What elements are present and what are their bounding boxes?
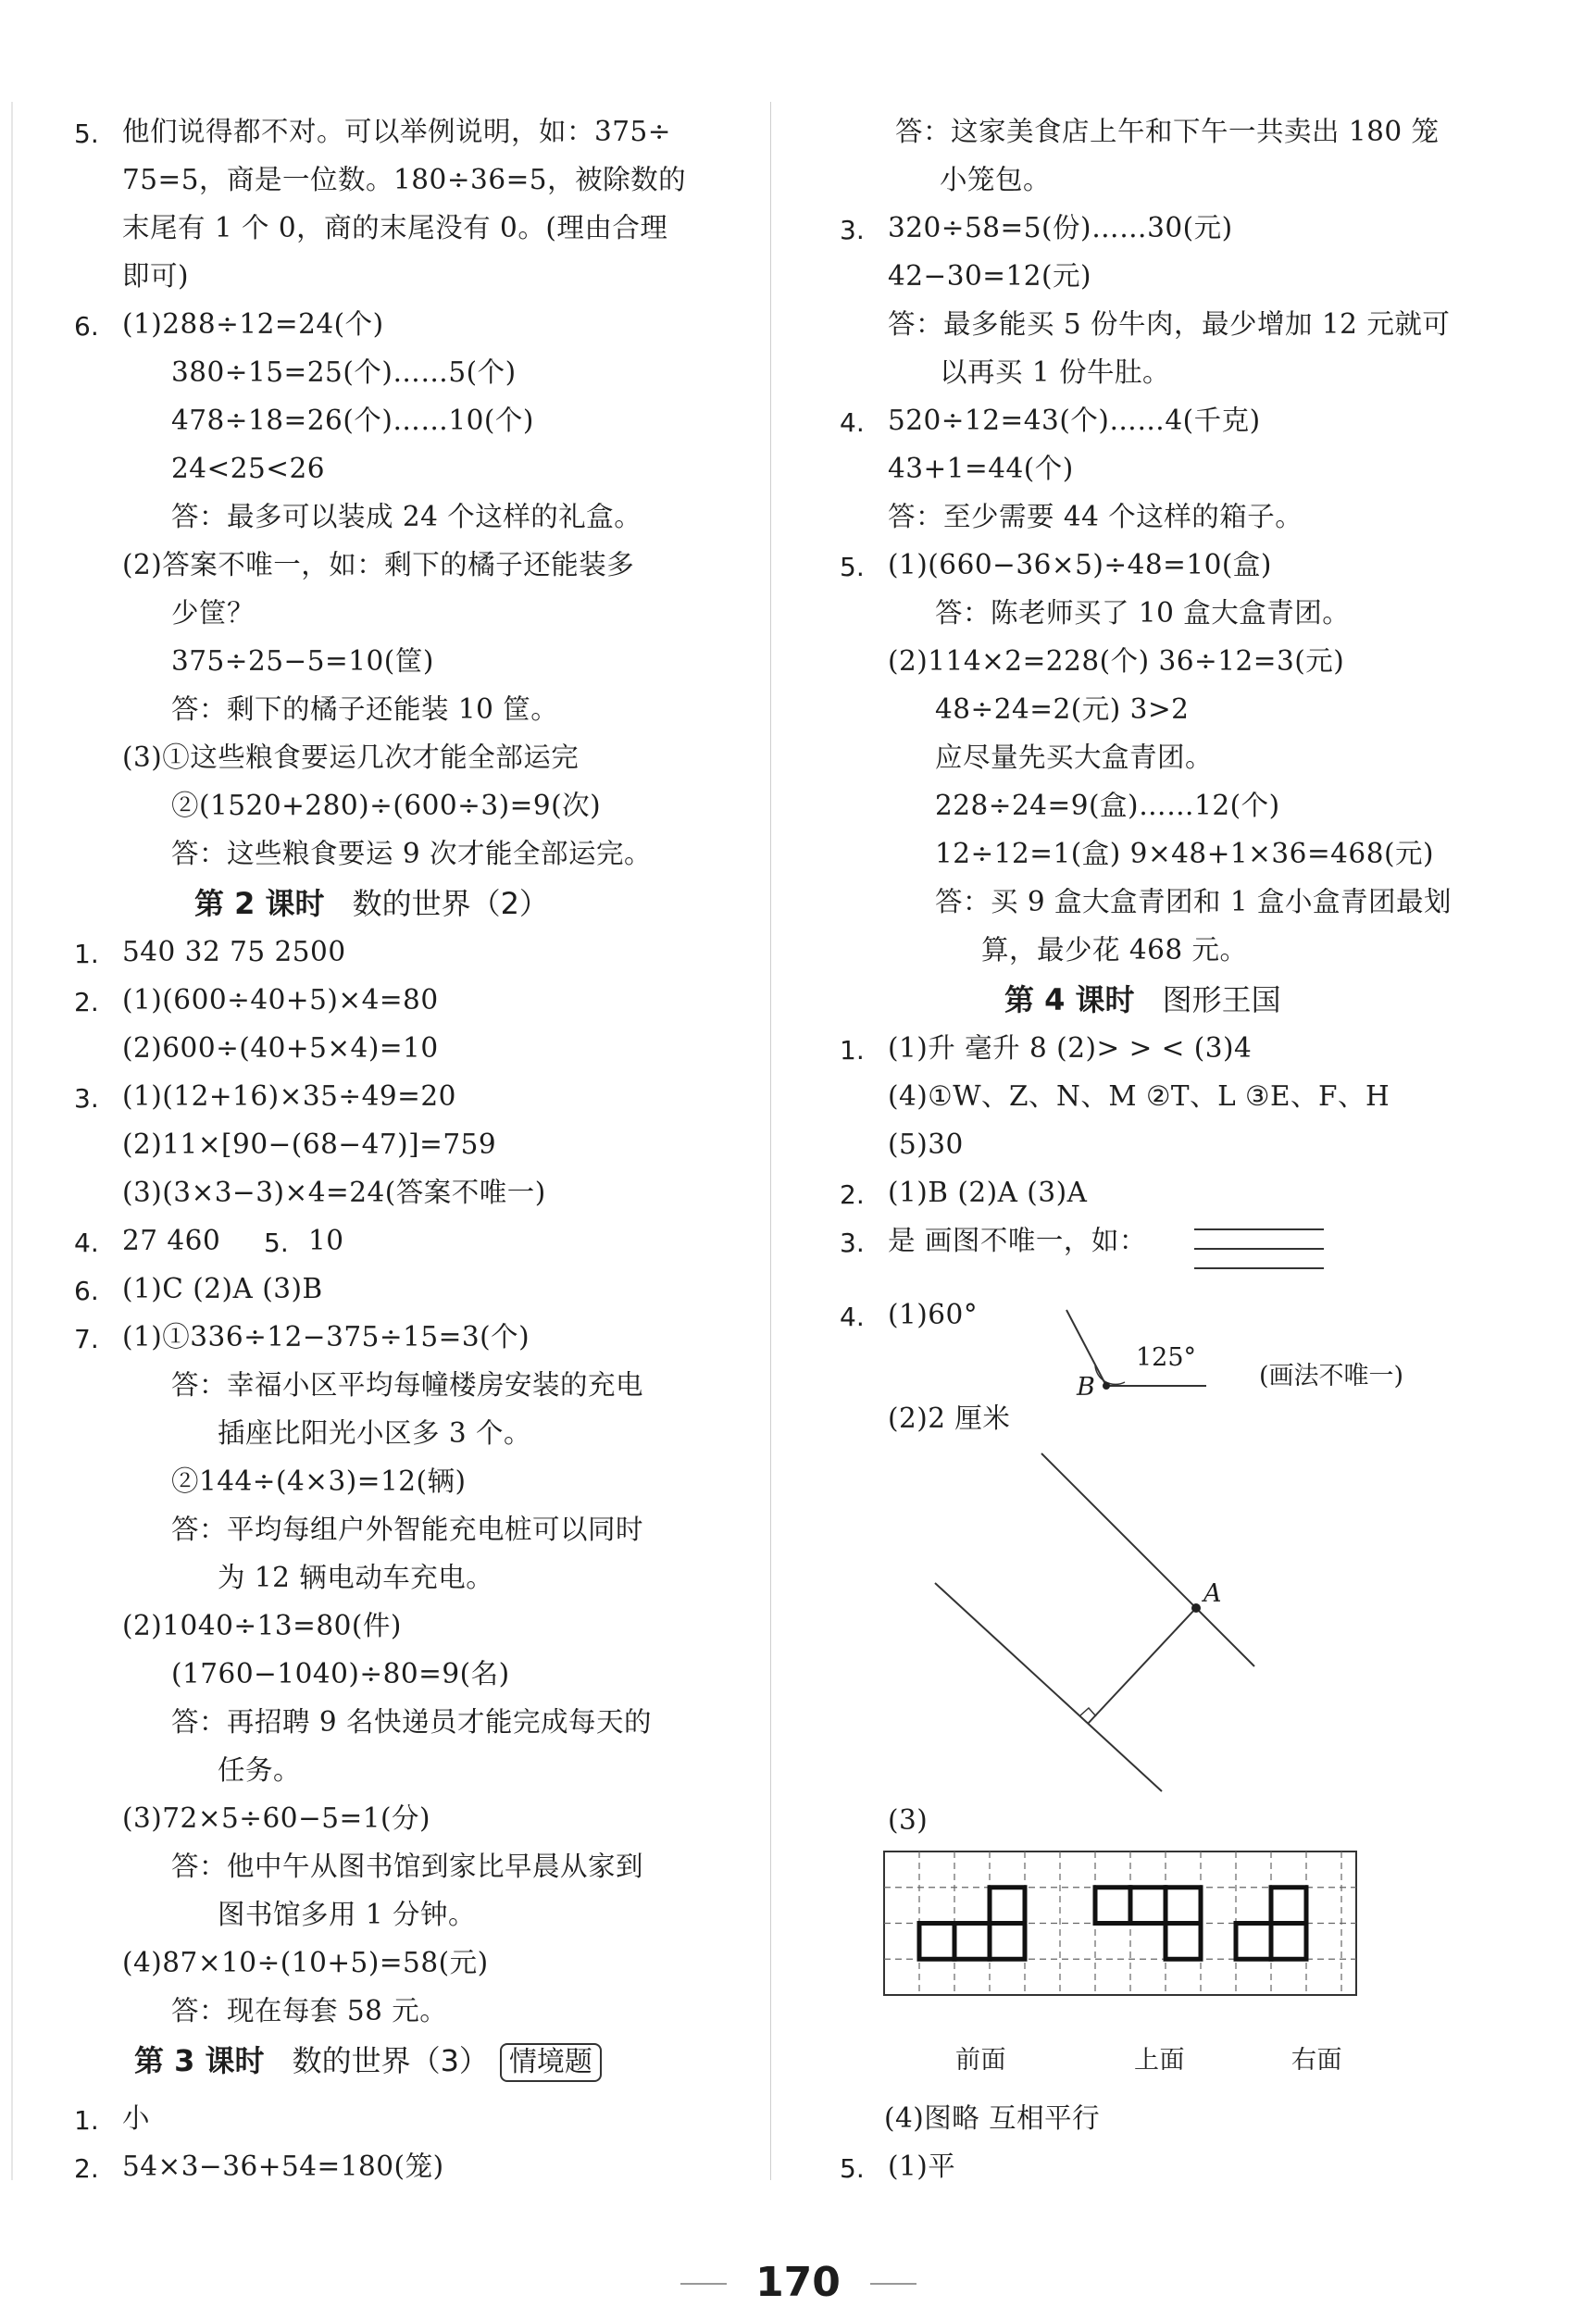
answer-line: ②(1520+280)÷(600÷3)=9(次) xyxy=(171,790,602,821)
answer-line: 答：他中午从图书馆到家比早晨从家到 xyxy=(171,1851,644,1882)
answer-line: 380÷15=25(个)……5(个) xyxy=(171,356,517,388)
answer-line: 为 12 辆电动车充电。 xyxy=(218,1562,494,1593)
answer-line: 答：平均每组户外智能充电桩可以同时 xyxy=(171,1514,644,1545)
answer-line: (3)72×5÷60−5=1(分) xyxy=(122,1802,431,1834)
answer-line: 42−30=12(元) xyxy=(888,260,1092,292)
answer-line: 54×3−36+54=180(笼) xyxy=(122,2151,444,2182)
answer-line: 算，最少花 468 元。 xyxy=(981,934,1248,966)
answer-line: 43+1=44(个) xyxy=(888,453,1074,484)
answer-line: (1)B (2)A (3)A xyxy=(888,1177,1088,1208)
item-number: 6. xyxy=(74,1276,99,1306)
answer-line: 小笼包。 xyxy=(940,164,1052,195)
parallel-lines-figure xyxy=(1194,1227,1328,1273)
answer-line: (1)C (2)A (3)B xyxy=(122,1273,323,1304)
angle-vertex-label: B xyxy=(1077,1373,1095,1402)
answer-line: (2)1040÷13=80(件) xyxy=(122,1610,402,1641)
item-number: 5. xyxy=(74,118,99,149)
item-number: 3. xyxy=(840,1228,865,1258)
answer-line: 应尽量先买大盒青团。 xyxy=(935,742,1214,773)
item-number: 3. xyxy=(840,215,865,245)
answer-line: (4)87×10÷(10+5)=58(元) xyxy=(122,1947,489,1978)
footer-dash-right xyxy=(870,2283,916,2285)
answer-line: 他们说得都不对。可以举例说明，如：375÷ xyxy=(122,116,672,147)
answer-line: 少筐？ xyxy=(171,597,256,629)
section-label: 第 2 课时 xyxy=(194,886,325,921)
answer-line: 12÷12=1(盒) 9×48+1×36=468(元) xyxy=(935,838,1434,869)
view-label-top: 上面 xyxy=(1134,2046,1185,2075)
answer-line: 即可) xyxy=(122,260,190,292)
answer-line: (2)114×2=228(个) 36÷12=3(元) xyxy=(888,645,1345,677)
answer-line: (1)(600÷40+5)×4=80 xyxy=(122,984,439,1016)
answer-line: 答：剩下的橘子还能装 10 筐。 xyxy=(171,693,559,725)
item-number: 5. xyxy=(840,2153,865,2184)
answer-line: 24<25<26 xyxy=(171,453,326,484)
answer-line: (4)①W、Z、N、M ②T、L ③E、F、H xyxy=(888,1080,1390,1112)
view-label-front: 前面 xyxy=(955,2046,1006,2075)
item-number: 1. xyxy=(74,939,99,969)
answer-line: 答：这些粮食要运 9 次才能全部运完。 xyxy=(171,838,653,869)
answer-line: (2)2 厘米 xyxy=(888,1403,1011,1434)
section-label: 第 4 课时 xyxy=(1004,982,1135,1017)
angle-figure xyxy=(1023,1301,1430,1403)
answer-line: 小 xyxy=(122,2102,151,2134)
view-label-right: 右面 xyxy=(1291,2046,1342,2075)
three-views-grid xyxy=(884,1851,1365,2009)
section-heading xyxy=(194,879,549,928)
answer-line: 答：最多能买 5 份牛肉，最少增加 12 元就可 xyxy=(888,308,1451,340)
answer-line: (1)①336÷12−375÷15=3(个) xyxy=(122,1321,530,1353)
method-note: (画法不唯一) xyxy=(1259,1362,1404,1390)
answer-line: (1)60° xyxy=(888,1299,979,1330)
answer-line: 48÷24=2(元) 3>2 xyxy=(935,693,1190,725)
item-number: 5. xyxy=(264,1228,289,1258)
answer-line: (1)平 xyxy=(888,2151,956,2182)
answer-line: 320÷58=5(份)……30(元) xyxy=(888,212,1233,243)
item-number: 4. xyxy=(840,407,865,438)
answer-line: 375÷25−5=10(筐) xyxy=(171,645,434,677)
section-title: 数的世界（3） xyxy=(292,2043,489,2078)
answer-line: 是 画图不唯一，如： xyxy=(888,1225,1147,1256)
item-number: 5. xyxy=(840,552,865,582)
answer-line: ②144÷(4×3)=12(辆) xyxy=(171,1465,467,1497)
answer-line: (1)(660−36×5)÷48=10(盒) xyxy=(888,549,1272,580)
answer-line: (1760−1040)÷80=9(名) xyxy=(171,1658,510,1689)
answer-line: 以再买 1 份牛肚。 xyxy=(940,356,1171,388)
answer-line: 任务。 xyxy=(218,1754,302,1786)
answer-line: (4)图略 互相平行 xyxy=(884,2102,1101,2134)
item-number: 2. xyxy=(74,987,99,1017)
answer-line: 10 xyxy=(308,1225,344,1256)
answer-line: 27 460 xyxy=(122,1225,221,1256)
angle-value: 125° xyxy=(1136,1343,1197,1372)
answer-line: 答：陈老师买了 10 盒大盒青团。 xyxy=(935,597,1351,629)
page-number: 170 xyxy=(755,2259,841,2306)
item-number: 7. xyxy=(74,1324,99,1354)
answer-line: 75=5，商是一位数。180÷36=5，被除数的 xyxy=(122,164,687,195)
answer-line: (2)答案不唯一，如：剩下的橘子还能装多 xyxy=(122,549,635,580)
answer-line: 答：买 9 盒大盒青团和 1 盒小盒青团最划 xyxy=(935,886,1453,917)
item-number: 1. xyxy=(840,1035,865,1066)
answer-line: 478÷18=26(个)……10(个) xyxy=(171,405,534,436)
item-number: 6. xyxy=(74,311,99,342)
answer-line: 540 32 75 2500 xyxy=(122,936,346,967)
item-number: 2. xyxy=(74,2153,99,2184)
perpendicular-figure xyxy=(926,1453,1259,1796)
answer-line: 答：这家美食店上午和下午一共卖出 180 笼 xyxy=(895,116,1440,147)
point-label: A xyxy=(1203,1579,1222,1608)
answer-line: 答：再招聘 9 名快递员才能完成每天的 xyxy=(171,1706,653,1738)
answer-line: (3) xyxy=(888,1804,929,1836)
answer-line: 答：至少需要 44 个这样的箱子。 xyxy=(888,501,1303,532)
answer-line: (3)①这些粮食要运几次才能全部运完 xyxy=(122,742,580,773)
item-number: 2. xyxy=(840,1179,865,1210)
item-number: 3. xyxy=(74,1083,99,1114)
answer-line: (1)288÷12=24(个) xyxy=(122,308,384,340)
answer-line: (1)(12+16)×35÷49=20 xyxy=(122,1080,456,1112)
answer-line: 228÷24=9(盒)……12(个) xyxy=(935,790,1280,821)
section-label: 第 3 课时 xyxy=(134,2043,265,2078)
item-number: 1. xyxy=(74,2105,99,2136)
answer-line: (3)(3×3−3)×4=24(答案不唯一) xyxy=(122,1177,546,1208)
answer-line: 末尾有 1 个 0，商的末尾没有 0。(理由合理 xyxy=(122,212,668,243)
answer-line: 520÷12=43(个)……4(千克) xyxy=(888,405,1261,436)
answer-line: 图书馆多用 1 分钟。 xyxy=(218,1899,477,1930)
item-number: 4. xyxy=(74,1228,99,1258)
section-title: 图形王国 xyxy=(1162,982,1281,1017)
answer-line: 答：最多可以装成 24 个这样的礼盒。 xyxy=(171,501,642,532)
answer-line: (2)600÷(40+5×4)=10 xyxy=(122,1032,439,1064)
item-number: 4. xyxy=(840,1302,865,1332)
section-heading xyxy=(134,2037,602,2085)
section-title: 数的世界（2） xyxy=(352,886,549,921)
answer-line: (5)30 xyxy=(888,1128,964,1160)
scenario-tag: 情境题 xyxy=(500,2043,602,2082)
answer-line: (1)升 毫升 8 (2)> > < (3)4 xyxy=(888,1032,1253,1064)
answer-line: 答：现在每套 58 元。 xyxy=(171,1995,448,2026)
section-heading xyxy=(1004,976,1281,1024)
answer-line: (2)11×[90−(68−47)]=759 xyxy=(122,1128,497,1160)
answer-line: 插座比阳光小区多 3 个。 xyxy=(218,1417,532,1449)
answer-line: 答：幸福小区平均每幢楼房安装的充电 xyxy=(171,1369,644,1401)
